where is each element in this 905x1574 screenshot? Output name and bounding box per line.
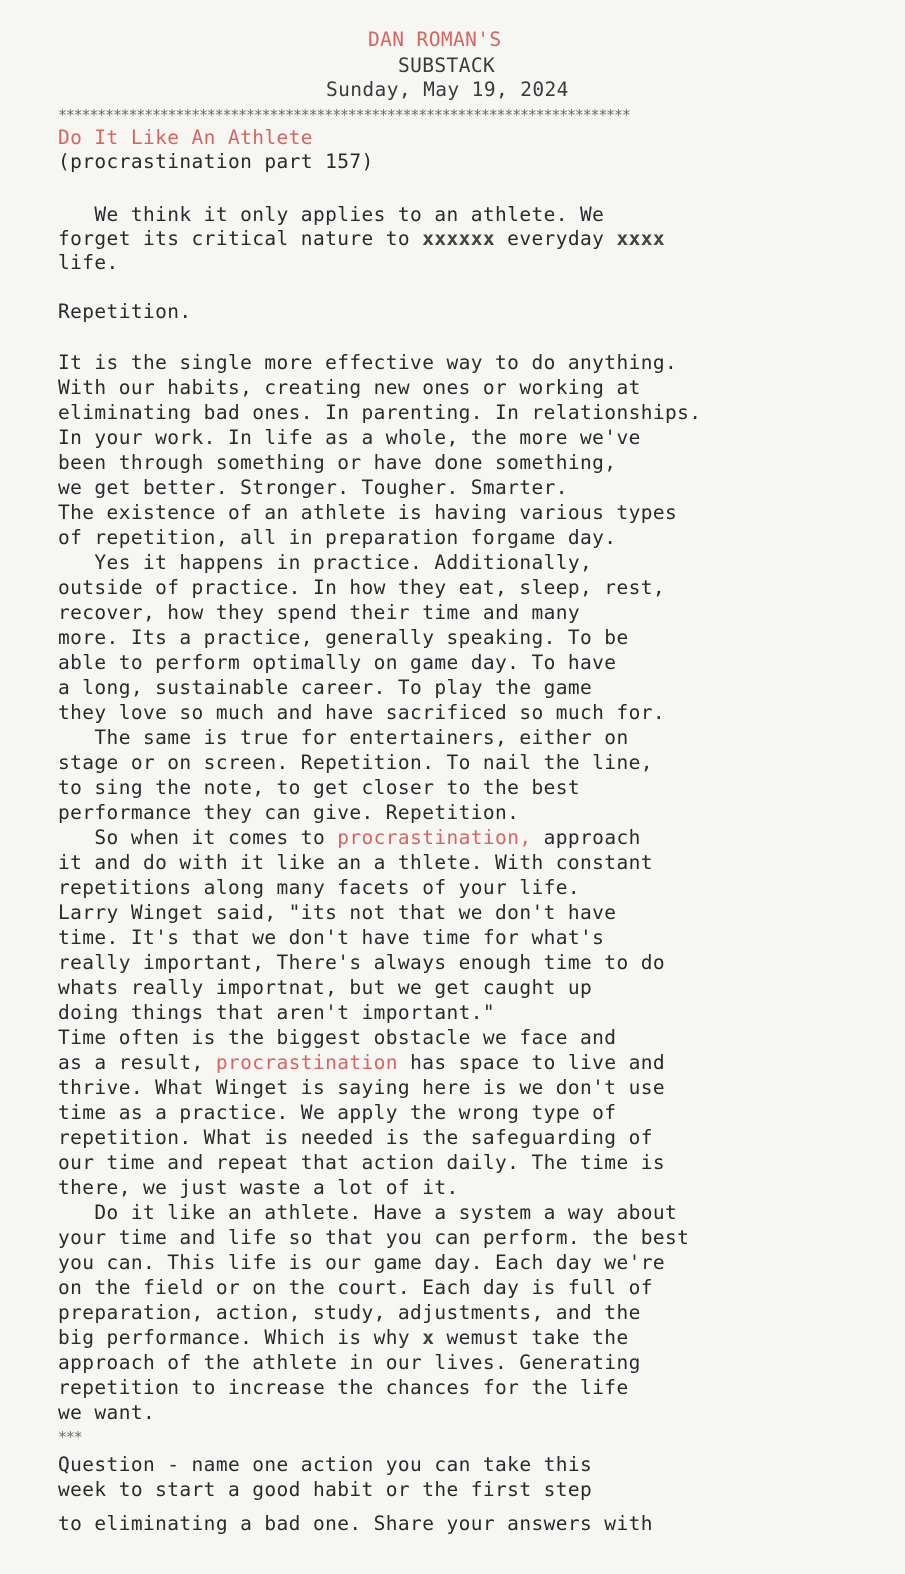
paragraph-line: Yes it happens in practice. Additionally, xyxy=(58,551,593,574)
post-date: Sunday, May 19, 2024 xyxy=(326,78,569,101)
publication-name: SUBSTACK xyxy=(398,54,496,77)
paragraph-line: repetition. What is needed is the safeguarding of xyxy=(58,1126,653,1149)
paragraph-line: eliminating bad ones. In parenting. In relationships. xyxy=(58,401,702,424)
struck-out-word: xxxxxx xyxy=(422,227,496,250)
paragraph-line: time. It's that we don't have time for what's xyxy=(58,926,605,949)
struck-out-word: xxxx xyxy=(616,227,666,250)
brand-name: DAN ROMAN'S xyxy=(368,28,502,51)
paragraph-line: on the field or on the court. Each day is full of xyxy=(58,1276,653,1299)
paragraph-line: really important, There's always enough time to do xyxy=(58,951,665,974)
section-break: *** xyxy=(58,1428,82,1446)
asterisk-rule: ************************************************************************* xyxy=(58,106,630,124)
paragraph-line: time as a practice. We apply the wrong type of xyxy=(58,1101,617,1124)
question-line: to eliminating a bad one. Share your answers with xyxy=(58,1512,653,1535)
paragraph-line: stage or on screen. Repetition. To nail the line, xyxy=(58,751,653,774)
paragraph-line: been through something or have done something, xyxy=(58,451,617,474)
paragraph-line: Do it like an athlete. Have a system a way about xyxy=(58,1201,678,1224)
struck-out-word: x xyxy=(422,1326,435,1349)
paragraph-line: life. xyxy=(58,251,119,274)
paragraph-line: they love so much and have sacrificed so much for. xyxy=(58,701,665,724)
paragraph-line: there, we just waste a lot of it. xyxy=(58,1176,459,1199)
paragraph-line: whats really importnat, but we get caught up xyxy=(58,976,593,999)
paragraph-line: we want. xyxy=(58,1401,156,1424)
paragraph-line: It is the single more effective way to do anything. xyxy=(58,351,678,374)
article-subtitle: (procrastination part 157) xyxy=(58,150,374,173)
paragraph-line: So when it comes to procrastination, approach xyxy=(58,826,641,849)
paragraph-line: outside of practice. In how they eat, sleep, rest, xyxy=(58,576,665,599)
paragraph-line: preparation, action, study, adjustments, and the xyxy=(58,1301,641,1324)
paragraph-line: recover, how they spend their time and many xyxy=(58,601,581,624)
paragraph-line: a long, sustainable career. To play the game xyxy=(58,676,593,699)
paragraph-line: to sing the note, to get closer to the best xyxy=(58,776,581,799)
highlighted-word: procrastination xyxy=(215,1051,398,1074)
paragraph-line: of repetition, all in preparation forgame day. xyxy=(58,526,617,549)
paragraph-line: We think it only applies to an athlete. We xyxy=(58,203,605,226)
paragraph-line: thrive. What Winget is saying here is we don't use xyxy=(58,1076,665,1099)
article-title: Do It Like An Athlete xyxy=(58,126,313,149)
paragraph-line: The same is true for entertainers, either on xyxy=(58,726,629,749)
paragraph-line: With our habits, creating new ones or working at xyxy=(58,376,641,399)
highlighted-word: procrastination, xyxy=(337,826,532,849)
paragraph-line: we get better. Stronger. Tougher. Smarter. xyxy=(58,476,568,499)
section-heading: Repetition. xyxy=(58,300,192,323)
paragraph-line: repetitions along many facets of your life. xyxy=(58,876,581,899)
paragraph-line: Time often is the biggest obstacle we face and xyxy=(58,1026,617,1049)
paragraph-line: In your work. In life as a whole, the more we've xyxy=(58,426,641,449)
paragraph-line: more. Its a practice, generally speaking. To be xyxy=(58,626,629,649)
paragraph-line: approach of the athlete in our lives. Generating xyxy=(58,1351,641,1374)
paragraph-line: repetition to increase the chances for the life xyxy=(58,1376,629,1399)
paragraph-line: you can. This life is our game day. Each day we're xyxy=(58,1251,665,1274)
paragraph-line: our time and repeat that action daily. The time is xyxy=(58,1151,665,1174)
paragraph-line: as a result, procrastination has space to live and xyxy=(58,1051,666,1074)
question-line: Question - name one action you can take this xyxy=(58,1453,593,1476)
paragraph-line: doing things that aren't important." xyxy=(58,1001,496,1024)
paragraph-line: Larry Winget said, "its not that we don't have xyxy=(58,901,617,924)
paragraph-line: able to perform optimally on game day. To have xyxy=(58,651,617,674)
paragraph-line: it and do with it like an a thlete. With constant xyxy=(58,851,653,874)
paragraph-line: your time and life so that you can perform. the best xyxy=(58,1226,690,1249)
paragraph-line: forget its critical nature to xxxxxx everyday xxxx xyxy=(58,227,666,250)
paragraph-line: performance they can give. Repetition. xyxy=(58,801,520,824)
paragraph-line: big performance. Which is why x wemust take the xyxy=(58,1326,629,1349)
paragraph-line: The existence of an athlete is having various types xyxy=(58,501,678,524)
question-line: week to start a good habit or the first step xyxy=(58,1478,593,1501)
